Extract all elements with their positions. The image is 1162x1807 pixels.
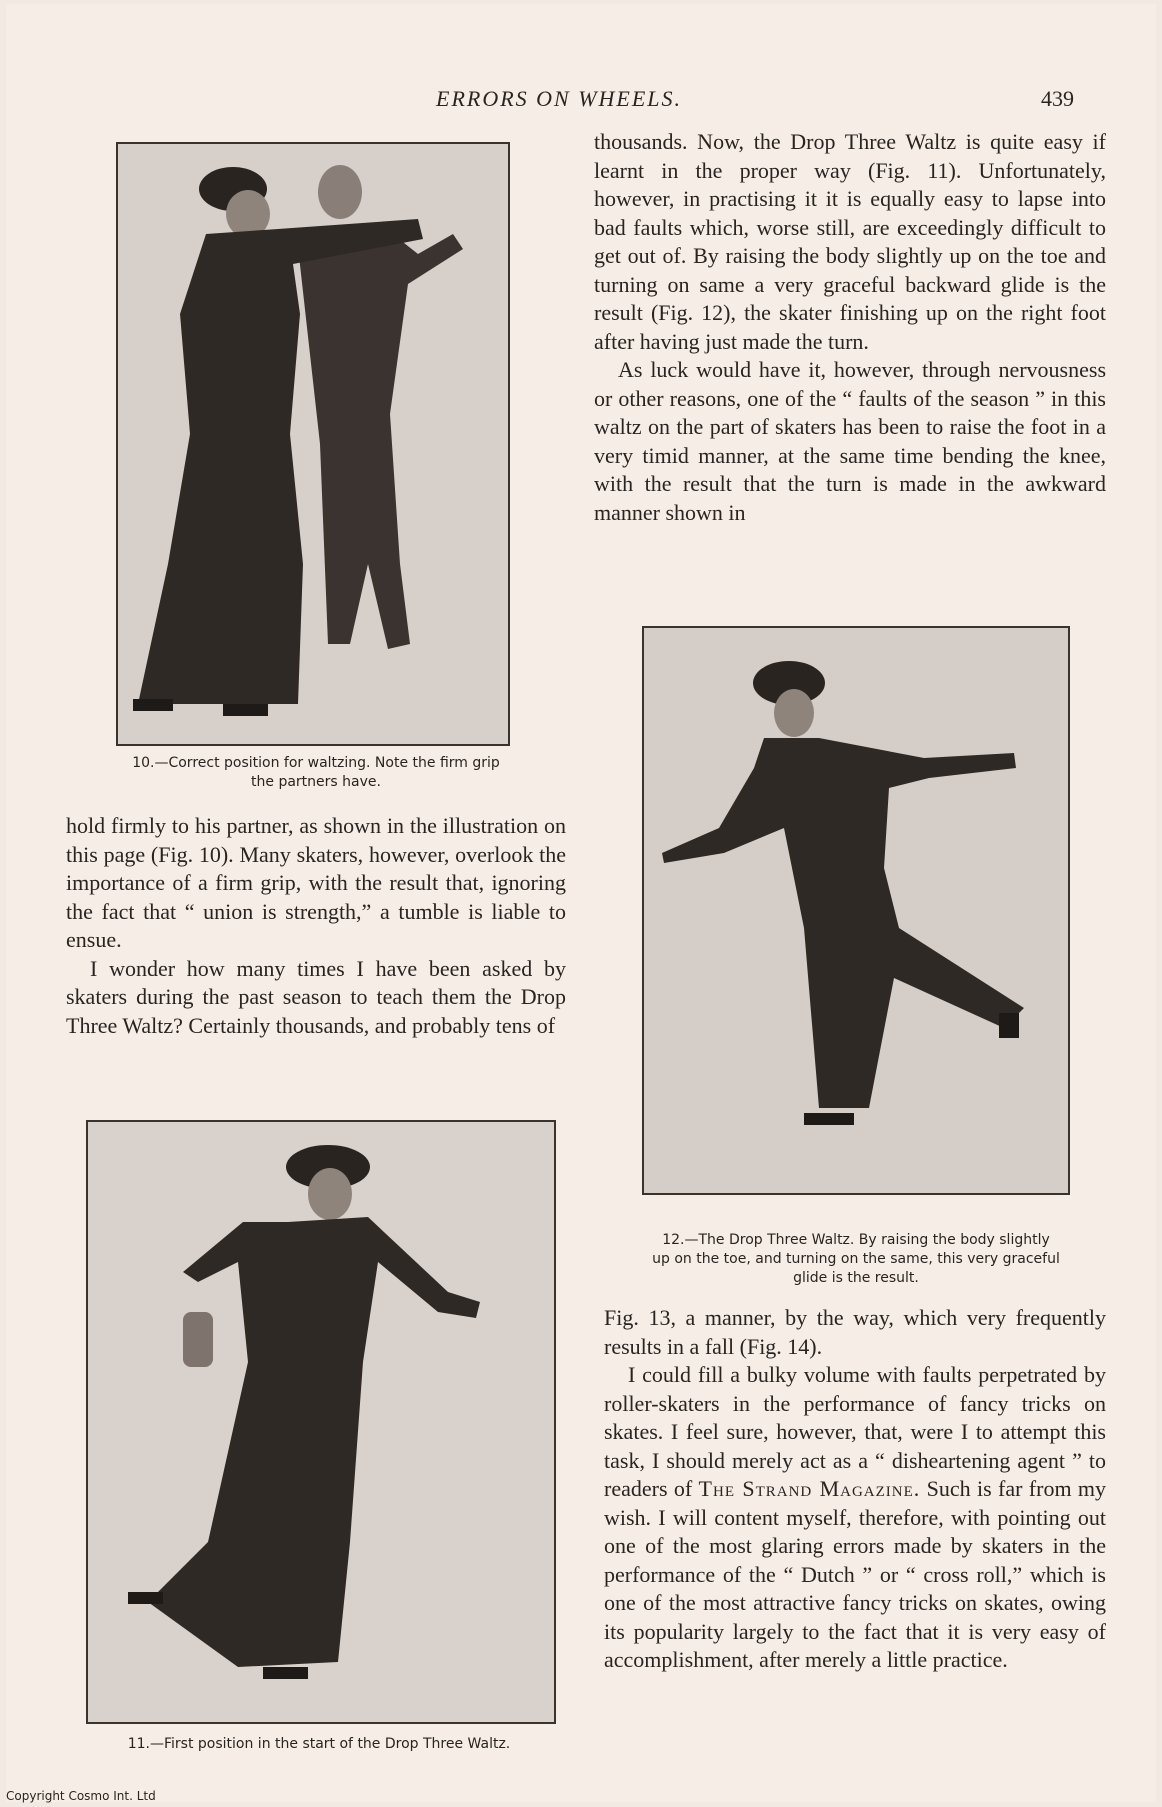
right-paragraph-2: As luck would have it, however, through nervousness or other reasons, one of the “ faults of the season ” in this waltz on the part of skaters has been to raise the foot in a very timid manner, at the same time bending the knee, with the result that the turn is made in the awkward manner shown in bbox=[594, 357, 1106, 525]
left-column-text bbox=[66, 812, 566, 1040]
figure-12-caption-line-2: up on the toe, and turning on the same, this very graceful bbox=[652, 1251, 1060, 1267]
figure-12-caption bbox=[616, 1231, 1096, 1288]
figure-12-caption-line-3: glide is the result. bbox=[793, 1270, 919, 1286]
magazine-page bbox=[6, 4, 1156, 1802]
waltzing-couple-illustration bbox=[118, 144, 508, 744]
right-paragraph-4-end: Such is far from my wish. I will content myself, therefore, with pointing out one of the most glaring errors made by skaters in the performance of the “ Dutch ” or “ cross roll,” which is one of the most attractive fancy tricks on skates, owing its popularity largely to the fact that it is very easy of accomplishment, after merely a little practice. bbox=[604, 1476, 1107, 1672]
figure-10-caption bbox=[96, 754, 536, 792]
figure-12-photo bbox=[642, 626, 1070, 1195]
skater-backward-glide-illustration bbox=[644, 628, 1068, 1193]
figure-10-caption-line-2: the partners have. bbox=[251, 774, 381, 790]
skater-first-position-illustration bbox=[88, 1122, 554, 1722]
figure-12-caption-line-1: 12.—The Drop Three Waltz. By raising the body slightly bbox=[662, 1232, 1050, 1248]
right-column-text-bottom bbox=[604, 1304, 1106, 1675]
figure-11-photo bbox=[86, 1120, 556, 1724]
right-column-text-top bbox=[594, 128, 1106, 527]
left-paragraph-2: I wonder how many times I have been asked by skaters during the past season to teach them the Drop Three Waltz? Certainly thousands, and probably tens of bbox=[66, 955, 566, 1038]
page-number: 439 bbox=[1041, 86, 1074, 111]
figure-10-photo bbox=[116, 142, 510, 746]
right-paragraph-4-start: I could fill a bulky volume with faults perpetrated by roller-skaters in the performance of fancy tricks on skates. I feel sure, however, that, were I to attempt this task, I should merely act as a “ disheartening agent ” to readers of bbox=[604, 1362, 1106, 1501]
right-paragraph-4 bbox=[604, 1361, 1106, 1675]
right-paragraph-3: Fig. 13, a manner, by the way, which very frequently results in a fall (Fig. 14). bbox=[604, 1305, 1106, 1359]
running-head: ERRORS ON WHEELS. bbox=[436, 86, 683, 111]
copyright-notice: Copyright Cosmo Int. Ltd bbox=[6, 1789, 156, 1803]
figure-11-caption bbox=[86, 1735, 552, 1754]
right-paragraph-1: thousands. Now, the Drop Three Waltz is quite easy if learnt in the proper way (Fig. 11). Unfortunately, however, in practising it it is equally easy to lapse into bad faults which, worse still, are exceedingly difficult to get out of. By raising the body slightly up on the toe and turning on same a very graceful backward glide is the result (Fig. 12), the skater finishing up on the right foot after having just made the turn. bbox=[594, 129, 1106, 354]
figure-10-caption-line-1: 10.—Correct position for waltzing. Note the firm grip bbox=[132, 755, 500, 771]
left-paragraph-1: hold firmly to his partner, as shown in the illustration on this page (Fig. 10). Many skaters, however, overlook the importance of a firm grip, with the result that, ignoring the fact that “ union is strength,” a tumble is liable to ensue. bbox=[66, 813, 566, 952]
figure-11-caption-line: 11.—First position in the start of the Drop Three Waltz. bbox=[127, 1736, 511, 1752]
magazine-name: The Strand Magazine. bbox=[698, 1476, 921, 1501]
